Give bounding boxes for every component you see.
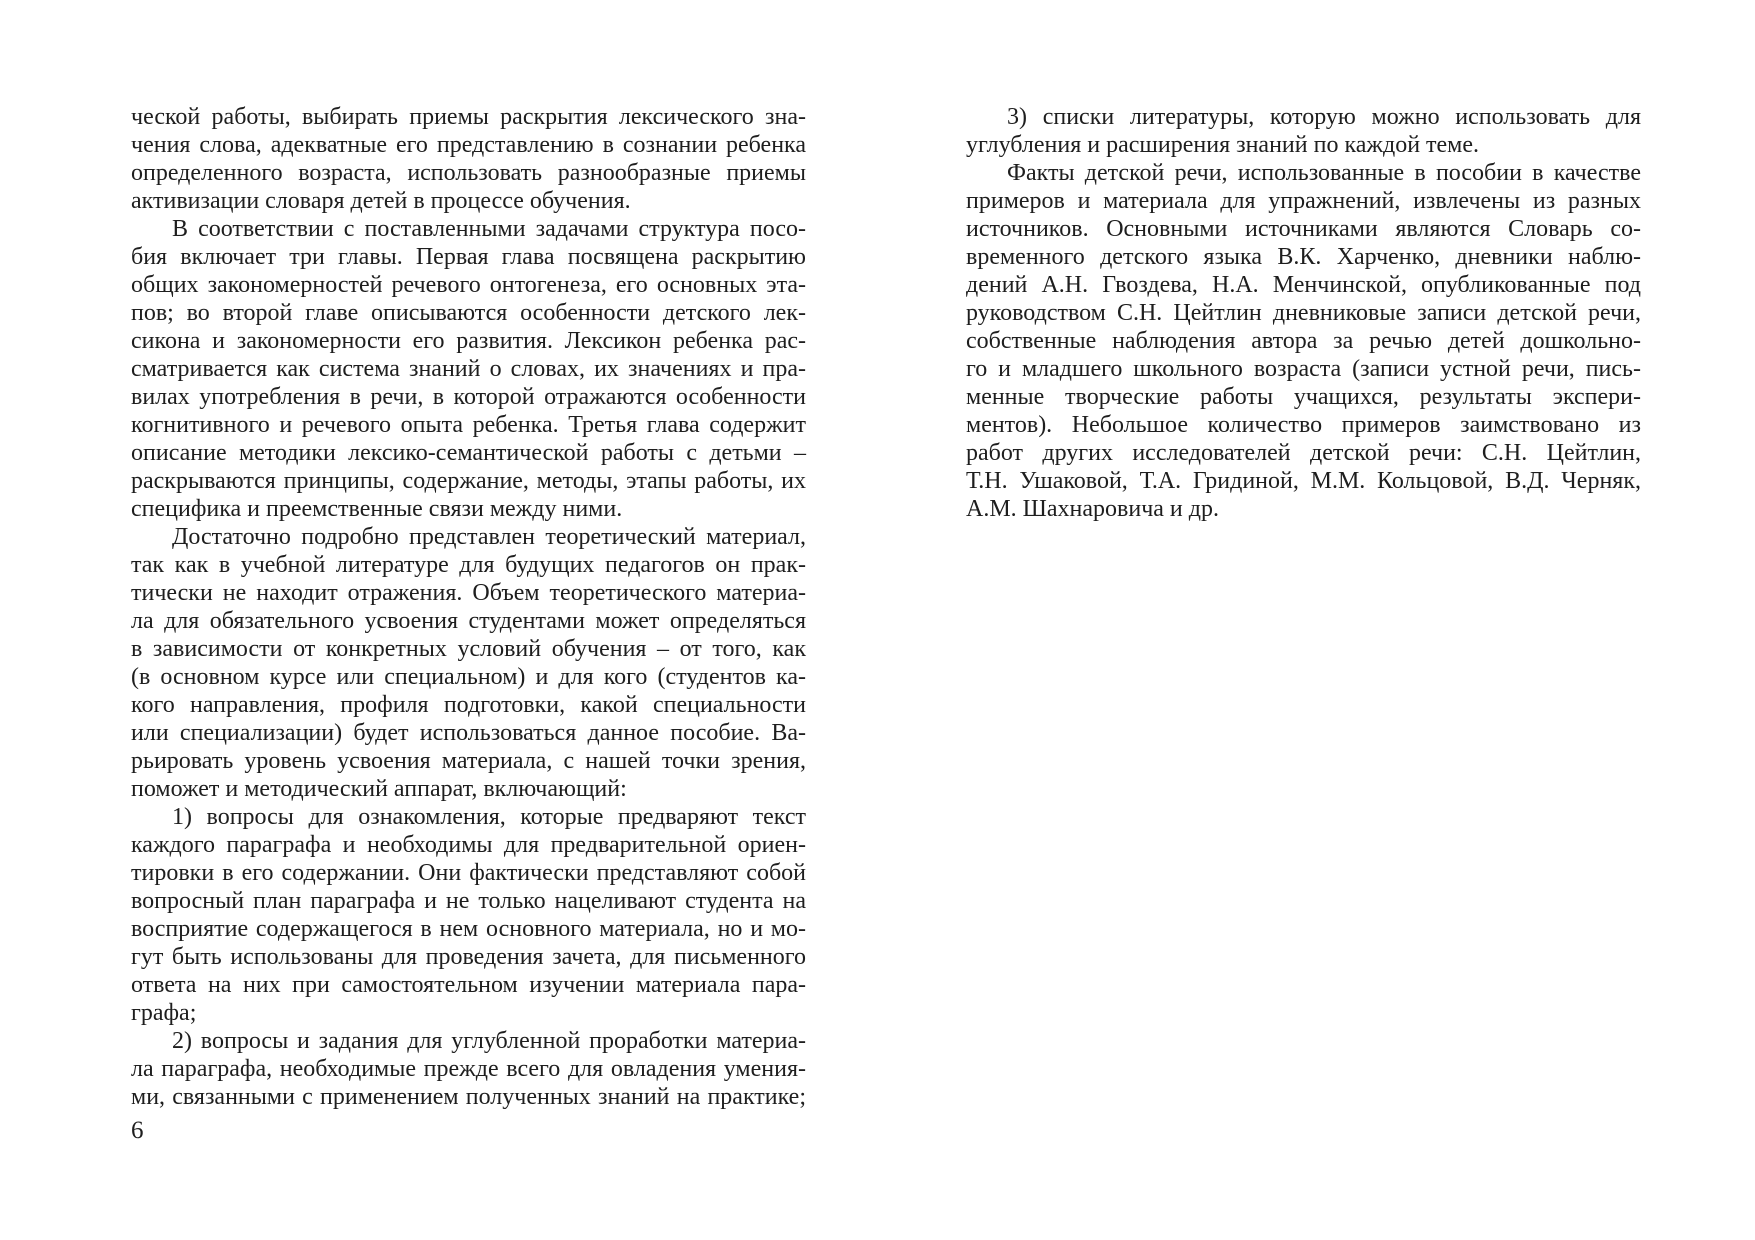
text-line: вопросный план параграфа и не только нацеливают студента на	[131, 888, 806, 914]
text-line: тически не находит отражения. Объем теоретического материа-	[131, 580, 806, 606]
text-line: руководством С.Н. Цейтлин дневниковые записи детской речи,	[966, 300, 1641, 326]
text-line: пов; во второй главе описываются особенности детского лек-	[131, 300, 806, 326]
page-number: 6	[131, 1117, 144, 1144]
paragraph	[131, 803, 806, 1027]
text-line: углубления и расширения знаний по каждой теме.	[966, 132, 1480, 158]
text-line: А.М. Шахнаровича и др.	[966, 496, 1219, 522]
right-page-text	[966, 103, 1641, 523]
text-line: кого направления, профиля подготовки, какой специальности	[131, 692, 806, 718]
text-line: вилах употребления в речи, в которой отражаются особенности	[131, 384, 806, 410]
text-line: Достаточно подробно представлен теоретический материал,	[172, 524, 806, 550]
text-line: источников. Основными источниками являются Словарь со-	[966, 216, 1641, 242]
text-line: каждого параграфа и необходимы для предварительной ориен-	[131, 832, 806, 858]
text-line: ла параграфа, необходимые прежде всего для овладения умения-	[131, 1056, 806, 1082]
text-line: общих закономерностей речевого онтогенеза, его основных эта-	[131, 272, 806, 298]
paragraph	[131, 1027, 806, 1111]
text-line: специфика и преемственные связи между ними.	[131, 496, 623, 522]
text-line: ми, связанными с применением полученных знаний на практике;	[131, 1084, 806, 1110]
paragraph	[131, 103, 806, 215]
paragraph	[966, 103, 1641, 159]
paragraph	[131, 523, 806, 803]
text-line: в зависимости от конкретных условий обучения – от того, как	[131, 636, 806, 662]
text-line: рьировать уровень усвоения материала, с нашей точки зрения,	[131, 748, 806, 774]
text-line: бия включает три главы. Первая глава посвящена раскрытию	[131, 244, 806, 270]
text-line: дений А.Н. Гвоздева, Н.А. Менчинской, опубликованные под	[966, 272, 1641, 298]
text-line: когнитивного и речевого опыта ребенка. Третья глава содержит	[131, 412, 806, 438]
paragraph	[131, 215, 806, 523]
text-line: восприятие содержащегося в нем основного материала, но и мо-	[131, 916, 806, 942]
text-line: временного детского языка В.К. Харченко, дневники наблю-	[966, 244, 1641, 270]
text-line: определенного возраста, использовать разнообразные приемы	[131, 160, 806, 186]
text-line: активизации словаря детей в процессе обучения.	[131, 188, 631, 214]
text-line: гут быть использованы для проведения зачета, для письменного	[131, 944, 806, 970]
text-line: 3) списки литературы, которую можно использовать для	[1007, 104, 1641, 130]
text-line: В соответствии с поставленными задачами структура посо-	[172, 216, 806, 242]
text-line: примеров и материала для упражнений, извлечены из разных	[966, 188, 1641, 214]
text-line: чения слова, адекватные его представлению в сознании ребенка	[131, 132, 806, 158]
text-line: менные творческие работы учащихся, результаты экспери-	[966, 384, 1641, 410]
text-line: графа;	[131, 1000, 197, 1026]
text-line: работ других исследователей детской речи: С.Н. Цейтлин,	[966, 440, 1641, 466]
left-page	[0, 0, 877, 1240]
text-line: ответа на них при самостоятельном изучении материала пара-	[131, 972, 806, 998]
text-line: Факты детской речи, использованные в пособии в качестве	[1007, 160, 1641, 186]
text-line: 1) вопросы для ознакомления, которые предваряют текст	[172, 804, 806, 830]
text-line: или специализации) будет использоваться данное пособие. Ва-	[131, 720, 806, 746]
left-page-text	[131, 103, 806, 1111]
text-line: описание методики лексико-семантической работы с детьми –	[131, 440, 806, 466]
text-line: ла для обязательного усвоения студентами может определяться	[131, 608, 806, 634]
text-line: ческой работы, выбирать приемы раскрытия лексического зна-	[131, 104, 806, 130]
text-line: Т.Н. Ушаковой, Т.А. Гридиной, М.М. Кольцовой, В.Д. Черняк,	[966, 468, 1641, 494]
text-line: собственные наблюдения автора за речью детей дошкольно-	[966, 328, 1641, 354]
text-line: го и младшего школьного возраста (записи устной речи, пись-	[966, 356, 1641, 382]
text-line: раскрываются принципы, содержание, методы, этапы работы, их	[131, 468, 806, 494]
text-line: так как в учебной литературе для будущих педагогов он прак-	[131, 552, 806, 578]
text-line: (в основном курсе или специальном) и для кого (студентов ка-	[131, 664, 806, 690]
text-line: 2) вопросы и задания для углубленной проработки материа-	[172, 1028, 806, 1054]
text-line: тировки в его содержании. Они фактически представляют собой	[131, 860, 806, 886]
right-page	[878, 0, 1755, 1240]
text-line: сматривается как система знаний о словах, их значениях и пра-	[131, 356, 806, 382]
text-line: поможет и методический аппарат, включающий:	[131, 776, 627, 802]
text-line: сикона и закономерности его развития. Лексикон ребенка рас-	[131, 328, 806, 354]
text-line: ментов). Небольшое количество примеров заимствовано из	[966, 412, 1641, 438]
paragraph	[966, 159, 1641, 523]
